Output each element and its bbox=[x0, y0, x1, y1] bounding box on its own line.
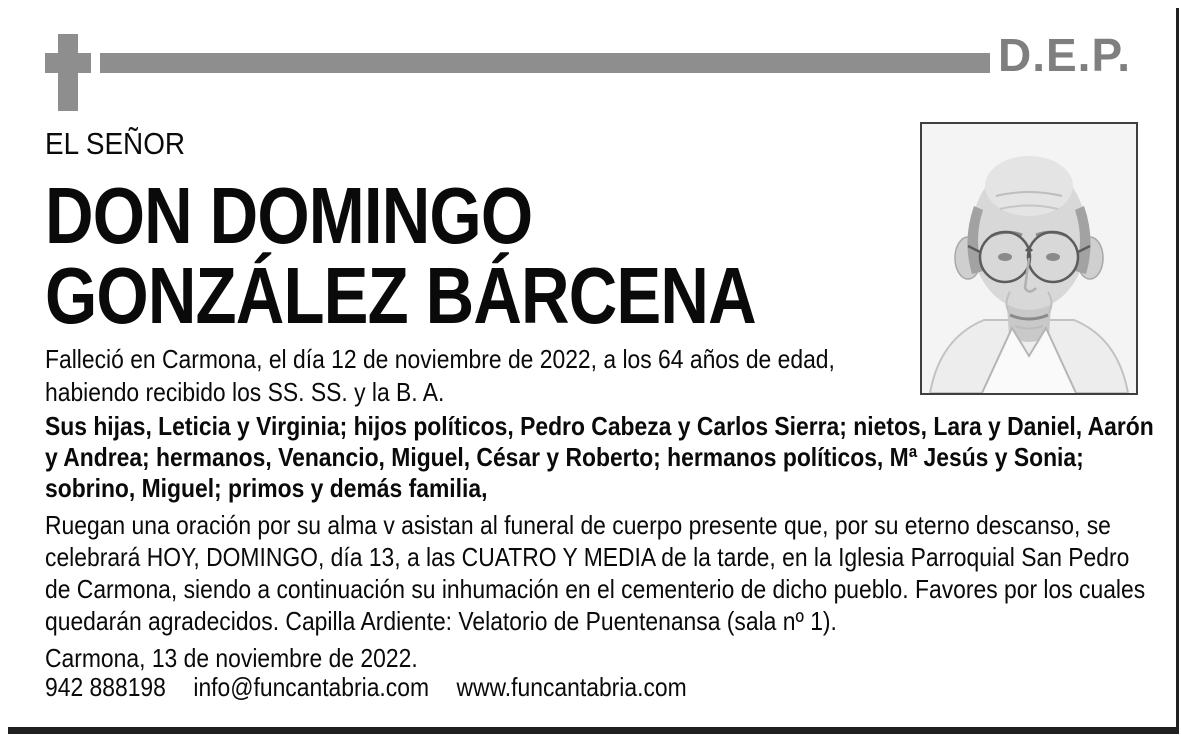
deceased-name bbox=[45, 171, 756, 340]
death-notice: Falleció en Carmona, el día 12 de noviembre de 2022, a los 64 años de edad, habiendo recibido los SS. SS. y la B. A. bbox=[45, 344, 835, 407]
email-address: info@funcantabria.com bbox=[193, 672, 430, 702]
dep-label: D.E.P. bbox=[998, 29, 1131, 81]
cross-horizontal-bar bbox=[45, 53, 91, 73]
dateline: Carmona, 13 de noviembre de 2022. bbox=[45, 643, 418, 673]
contact-line bbox=[45, 672, 708, 703]
funeral-announcement: Ruegan una oración por su alma v asistan al funeral de cuerpo presente que, por su eterno descanso, se celebrará HOY, DOMINGO, día 13, a las CUATRO Y MEDIA de la tarde, en la Iglesia Parroquial San Pedro de Carmona, siendo a continuación su inhumación en el cementerio de dicho pueblo. Favores por los cuales quedarán agradecidos. Capilla Ardiente: Velatorio de Puentenansa (sala nº 1). bbox=[45, 510, 1146, 636]
deceased-name-line2: GONZÁLEZ BÁRCENA bbox=[45, 251, 756, 340]
honorific: EL SEÑOR bbox=[45, 126, 186, 161]
website-url: www.funcantabria.com bbox=[456, 672, 687, 702]
header-rule bbox=[100, 53, 990, 73]
phone-number: 942 888198 bbox=[45, 672, 166, 702]
portrait-illustration bbox=[922, 124, 1136, 393]
deceased-portrait-photo bbox=[920, 122, 1138, 395]
family-list: Sus hijas, Leticia y Virginia; hijos políticos, Pedro Cabeza y Carlos Sierra; nietos, Lara y Daniel, Aarón y Andrea; hermanos, Venancio, Miguel, César y Roberto; hermanos políticos, Mª Jesús y Sonia; sobrino, Miguel; primos y demás familia, bbox=[45, 411, 1154, 503]
deceased-name-line1: DON DOMINGO bbox=[45, 171, 533, 260]
card-shadow-right bbox=[1176, 8, 1179, 734]
card-shadow-bottom bbox=[8, 727, 1179, 734]
